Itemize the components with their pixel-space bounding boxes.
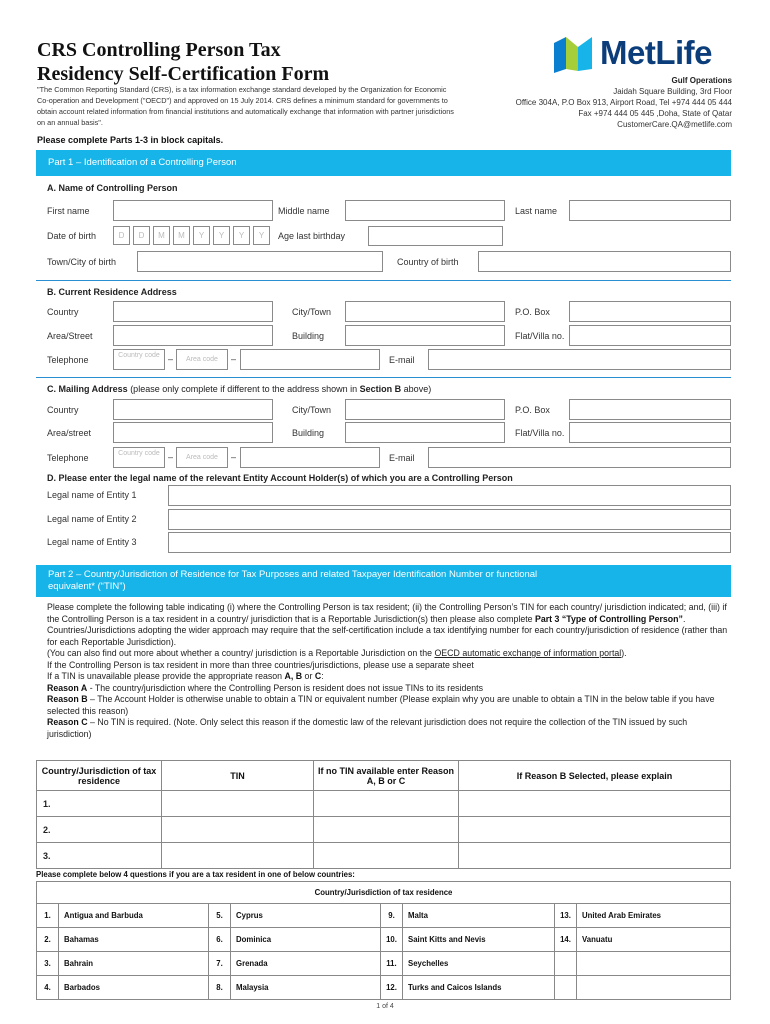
text: . Countries/Jurisdictions adopting the wider approach may require that the self-certification include a tax identifying number for each country/jurisdiction of residence (rather than for each Reportable Jurisdiction). [47, 613, 728, 647]
town-input[interactable] [137, 251, 383, 272]
telephone-label: Telephone [47, 453, 89, 463]
country-birth-input[interactable] [478, 251, 731, 272]
table-row [37, 904, 731, 928]
reason-c: C [314, 671, 322, 681]
email-input[interactable] [428, 349, 731, 370]
flat-input[interactable] [569, 325, 731, 346]
dob-box[interactable]: D [113, 226, 130, 245]
first-name-label: First name [47, 206, 90, 216]
part2-para3: If the Controlling Person is tax resident in more than three countries/jurisdictions, please use a separate sheet [47, 659, 474, 670]
num: 5. [209, 904, 231, 928]
pobox-label: P.O. Box [515, 405, 550, 415]
part2-instructions [47, 602, 733, 740]
logo-text: MetLife [600, 34, 712, 71]
num [555, 976, 577, 1000]
pobox-label: P.O. Box [515, 307, 550, 317]
section-b-heading: B. Current Residence Address [47, 287, 177, 297]
area-street-label: Area/Street [47, 331, 93, 341]
table-row [37, 843, 731, 869]
country-birth-label: Country of birth [397, 257, 459, 267]
building-label: Building [292, 428, 325, 438]
mail-area-street-input[interactable] [113, 422, 273, 443]
dob-box[interactable]: Y [213, 226, 230, 245]
section-c-heading [47, 384, 431, 394]
country-label: Country [47, 307, 79, 317]
col-explain: If Reason B Selected, please explain [459, 761, 731, 791]
reason-cell[interactable] [314, 817, 459, 843]
country-label: Country [47, 405, 79, 415]
row-number: 1. [37, 791, 162, 817]
city-label: City/Town [292, 405, 332, 415]
part2-para4 [47, 671, 733, 683]
mail-flat-input[interactable] [569, 422, 731, 443]
col-country: Country/Jurisdiction of tax residence [37, 761, 162, 791]
countries-header: Country/Jurisdiction of tax residence [37, 882, 731, 904]
country-name: Malaysia [231, 976, 381, 1000]
area-street-input[interactable] [113, 325, 273, 346]
country-input[interactable] [113, 301, 273, 322]
part1-header: Part 1 – Identification of a Controlling Person [36, 150, 731, 176]
section-c-note-end: above) [401, 384, 432, 394]
entity2-input[interactable] [168, 509, 731, 530]
building-input[interactable] [345, 325, 505, 346]
country-name: Grenada [231, 952, 381, 976]
explain-cell[interactable] [459, 791, 731, 817]
col-tin: TIN [162, 761, 314, 791]
area-street-label: Area/street [47, 428, 92, 438]
num: 8. [209, 976, 231, 1000]
contact-block [516, 75, 732, 130]
num: 12. [381, 976, 403, 1000]
country-name: Cyprus [231, 904, 381, 928]
reason-cell[interactable] [314, 843, 459, 869]
area-code-placeholder: Area code [186, 356, 218, 363]
country-code-placeholder: Country code [118, 450, 160, 457]
city-label: City/Town [292, 307, 332, 317]
entity2-label: Legal name of Entity 2 [47, 514, 137, 524]
middle-name-input[interactable] [345, 200, 505, 221]
country-code-placeholder: Country code [118, 352, 160, 359]
last-name-label: Last name [515, 206, 558, 216]
dash: – [168, 452, 174, 462]
country-name [577, 952, 731, 976]
section-c-title: C. Mailing Address [47, 384, 128, 394]
part3-ref: Part 3 “Type of Controlling Person” [535, 613, 683, 624]
title-line-1: CRS Controlling Person Tax [37, 39, 281, 61]
text: : [321, 671, 324, 681]
part2-para2 [47, 648, 733, 660]
oecd-portal-link[interactable]: OECD automatic exchange of information portal [434, 648, 622, 658]
reason-c-text [47, 717, 733, 740]
num: 1. [37, 904, 59, 928]
middle-name-label: Middle name [278, 206, 330, 216]
mail-city-input[interactable] [345, 399, 505, 420]
divider [36, 377, 731, 378]
area-code-placeholder: Area code [186, 454, 218, 461]
tin-table-header [37, 761, 731, 791]
country-name [577, 976, 731, 1000]
num: 13. [555, 904, 577, 928]
countries-table [36, 881, 731, 1000]
country-name: Barbados [59, 976, 209, 1000]
contact-line3: Fax +974 444 05 445 ,Doha, State of Qatar [578, 109, 732, 118]
dob-box[interactable]: Y [233, 226, 250, 245]
tin-cell[interactable] [162, 817, 314, 843]
dob-box[interactable]: Y [253, 226, 270, 245]
table-row [37, 817, 731, 843]
last-name-input[interactable] [569, 200, 731, 221]
country-name: Saint Kitts and Nevis [403, 928, 555, 952]
mail-country-input[interactable] [113, 399, 273, 420]
contact-line2: Office 304A, P.O Box 913, Airport Road, Tel +974 444 05 444 [515, 98, 732, 107]
tin-cell[interactable] [162, 791, 314, 817]
town-label: Town/City of birth [47, 257, 117, 267]
num: 6. [209, 928, 231, 952]
city-input[interactable] [345, 301, 505, 322]
num: 3. [37, 952, 59, 976]
contact-line1: Jaidah Square Building, 3rd Floor [613, 87, 732, 96]
section-a-heading: A. Name of Controlling Person [47, 183, 178, 193]
telephone-label: Telephone [47, 355, 89, 365]
num: 7. [209, 952, 231, 976]
page-number: 1 of 4 [376, 1003, 394, 1010]
num: 2. [37, 928, 59, 952]
table-row [37, 928, 731, 952]
building-label: Building [292, 331, 325, 341]
row-number: 2. [37, 817, 162, 843]
text: – The Account Holder is otherwise unable to obtain a TIN or equivalent number (Please explain why you are unable to obtain a TIN in the below table if you have selected this reason) [47, 694, 715, 716]
email-label: E-mail [389, 453, 415, 463]
table-row [37, 952, 731, 976]
flat-label: Flat/Villa no. [515, 331, 565, 341]
countries-note: Please complete below 4 questions if you are a tax resident in one of below countries: [36, 870, 355, 879]
num: 11. [381, 952, 403, 976]
country-name: Turks and Caicos Islands [403, 976, 555, 1000]
dob-box[interactable]: Y [193, 226, 210, 245]
num: 14. [555, 928, 577, 952]
country-name: Malta [403, 904, 555, 928]
tin-cell[interactable] [162, 843, 314, 869]
entity3-label: Legal name of Entity 3 [47, 537, 137, 547]
table-row [37, 791, 731, 817]
num: 10. [381, 928, 403, 952]
tin-table [36, 760, 731, 869]
first-name-input[interactable] [113, 200, 273, 221]
part2-header-line1: Part 2 – Country/Jurisdiction of Residence for Tax Purposes and related Taxpayer Identification Number or functional [48, 569, 538, 580]
dob-label: Date of birth [47, 231, 97, 241]
phone-number-input[interactable] [240, 349, 380, 370]
text: (You can also find out more about whether a country/ jurisdiction is a Reportable Jurisdiction on the [47, 648, 435, 658]
dash: – [231, 452, 237, 462]
text: or [302, 671, 315, 681]
part2-header [36, 565, 731, 597]
reason-c-title: Reason C [47, 717, 88, 727]
caps-note: Please complete Parts 1-3 in block capitals. [37, 135, 224, 145]
text: If a TIN is unavailable please provide the appropriate reason [47, 671, 285, 681]
dob-box[interactable]: M [153, 226, 170, 245]
row-number: 3. [37, 843, 162, 869]
reason-b-title: Reason B [47, 694, 88, 704]
metlife-logo-icon [552, 33, 598, 73]
text: – No TIN is required. (Note. Only select this reason if the domestic law of the relevant jurisdiction does not require the collection of the TIN issued by such jurisdiction) [47, 717, 688, 739]
num: 4. [37, 976, 59, 1000]
num [555, 952, 577, 976]
mail-email-input[interactable] [428, 447, 731, 468]
form-title [37, 38, 329, 86]
dash: – [168, 354, 174, 364]
table-row [37, 976, 731, 1000]
num: 9. [381, 904, 403, 928]
reason-ab: A, B [284, 671, 303, 681]
explain-cell[interactable] [459, 843, 731, 869]
dash: – [231, 354, 237, 364]
reason-cell[interactable] [314, 791, 459, 817]
intro-text: "The Common Reporting Standard (CRS), is a tax information exchange standard developed by the Organization for Economic Co-operation and Development ("OECD") and approved on 15 July 2014. CRS defines a minimum standard for governments to obtain account related information from financial institutions and automatically exchange that information with partner jurisdictions on an annual basis". [37, 85, 454, 127]
reason-b [47, 694, 733, 717]
country-name: Bahamas [59, 928, 209, 952]
part2-para1 [47, 602, 733, 648]
contact-org: Gulf Operations [671, 76, 732, 85]
divider [36, 280, 731, 281]
title-line-2: Residency Self-Certification Form [37, 63, 330, 85]
section-c-note: (please only complete if different to the address shown in [127, 384, 360, 394]
col-reason: If no TIN available enter Reason A, B or C [314, 761, 459, 791]
flat-label: Flat/Villa no. [515, 428, 565, 438]
explain-cell[interactable] [459, 817, 731, 843]
mail-phone-input[interactable] [240, 447, 380, 468]
age-label: Age last birthday [278, 231, 346, 241]
reason-a-title: Reason A [47, 682, 88, 693]
text: - The country/jurisdiction where the Controlling Person is resident does not issue TINs to its residents [87, 682, 483, 693]
entity1-label: Legal name of Entity 1 [47, 490, 137, 500]
country-name: Bahrain [59, 952, 209, 976]
text: Please complete the following table indicating (i) where the Controlling Person is tax resident; (ii) the Controlling Person’s TIN for each country/ jurisdiction indicated; and, (iii) if the Controlling Person is a tax resident in a country/ jurisdiction that is a Reportable Jurisdiction(s) then please also complete [47, 602, 727, 624]
country-name: Antigua and Barbuda [59, 904, 209, 928]
country-name: Dominica [231, 928, 381, 952]
email-label: E-mail [389, 355, 415, 365]
reason-a [47, 683, 733, 695]
country-name: United Arab Emirates [577, 904, 731, 928]
text: ). [621, 648, 627, 658]
dob-box[interactable]: D [133, 226, 150, 245]
pobox-input[interactable] [569, 301, 731, 322]
mail-pobox-input[interactable] [569, 399, 731, 420]
dob-box[interactable]: M [173, 226, 190, 245]
mail-building-input[interactable] [345, 422, 505, 443]
entity1-input[interactable] [168, 485, 731, 506]
part2-header-line2: equivalent* (“TIN”) [48, 581, 126, 592]
age-input[interactable] [368, 226, 503, 246]
entity3-input[interactable] [168, 532, 731, 553]
country-name: Vanuatu [577, 928, 731, 952]
section-d-heading: D. Please enter the legal name of the relevant Entity Account Holder(s) of which you are a Controlling Person [47, 473, 513, 483]
contact-email[interactable]: CustomerCare.QA@metlife.com [617, 120, 732, 129]
section-c-ref: Section B [359, 384, 402, 394]
country-name: Seychelles [403, 952, 555, 976]
